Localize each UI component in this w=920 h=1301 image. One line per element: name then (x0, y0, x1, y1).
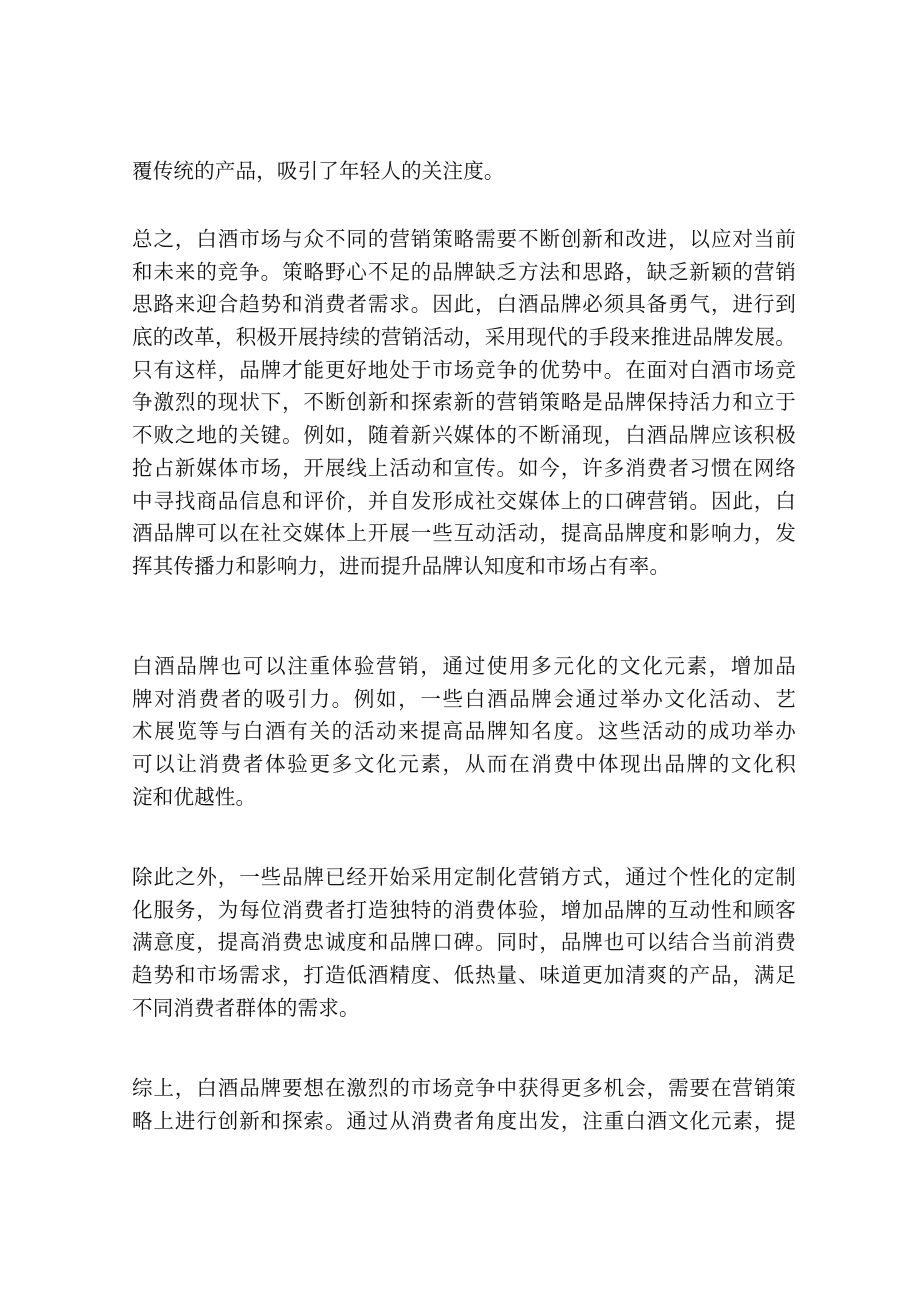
text-line: 化服务，为每位消费者打造独特的消费体验，增加品牌的互动性和顾客 (132, 897, 796, 922)
text-line: 不败之地的关键。例如，随着新兴媒体的不断涌现，白酒品牌应该积极 (132, 423, 796, 448)
text-line: 底的改革，积极开展持续的营销活动，采用现代的手段来推进品牌发展。 (132, 325, 796, 350)
text-line: 覆传统的产品，吸引了年轻人的关注度。 (132, 159, 505, 183)
text-line: 酒品牌可以在社交媒体上开展一些互动活动，提高品牌度和影响力，发 (132, 521, 796, 546)
text-line: 挥其传播力和影响力，进而提升品牌认知度和市场占有率。 (132, 553, 671, 578)
text-line: 略上进行创新和探索。通过从消费者角度出发，注重白酒文化元素，提 (132, 1108, 796, 1133)
paragraph-custom-marketing (132, 861, 796, 1024)
text-line: 术展览等与白酒有关的活动来提高品牌知名度。这些活动的成功举办 (132, 719, 796, 744)
text-line: 可以让消费者体验更多文化元素，从而在消费中体现出品牌的文化积 (132, 752, 796, 777)
text-line: 中寻找商品信息和评价，并自发形成社交媒体上的口碑营销。因此，白 (132, 488, 796, 513)
text-line: 趋势和市场需求，打造低酒精度、低热量、味道更加清爽的产品，满足 (132, 963, 796, 988)
text-line: 牌对消费者的吸引力。例如，一些白酒品牌会通过举办文化活动、艺 (132, 686, 796, 711)
text-line: 争激烈的现状下，不断创新和探索新的营销策略是品牌保持活力和立于 (132, 390, 796, 415)
paragraph-conclusion (132, 1072, 796, 1137)
text-line: 思路来迎合趋势和消费者需求。因此，白酒品牌必须具备勇气，进行到 (132, 292, 796, 317)
text-line: 满意度，提高消费忠诚度和品牌口碑。同时，品牌也可以结合当前消费 (132, 930, 796, 955)
text-line: 不同消费者群体的需求。 (132, 995, 360, 1020)
text-line: 白酒品牌也可以注重体验营销，通过使用多元化的文化元素，增加品 (132, 654, 796, 678)
text-line: 和未来的竞争。策略野心不足的品牌缺乏方法和思路，缺乏新颖的营销 (132, 259, 796, 284)
paragraph-continuation (132, 155, 796, 188)
paragraph-experience-marketing (132, 650, 796, 813)
text-line: 综上，白酒品牌要想在激烈的市场竞争中获得更多机会，需要在营销策 (132, 1076, 796, 1100)
paragraph-summary (132, 223, 796, 583)
text-line: 总之，白酒市场与众不同的营销策略需要不断创新和改进，以应对当前 (132, 227, 796, 251)
text-line: 抢占新媒体市场，开展线上活动和宣传。如今，许多消费者习惯在网络 (132, 455, 796, 480)
text-line: 除此之外，一些品牌已经开始采用定制化营销方式，通过个性化的定制 (132, 865, 796, 889)
text-line: 淀和优越性。 (132, 784, 257, 809)
text-line: 只有这样，品牌才能更好地处于市场竞争的优势中。在面对白酒市场竞 (132, 357, 796, 382)
